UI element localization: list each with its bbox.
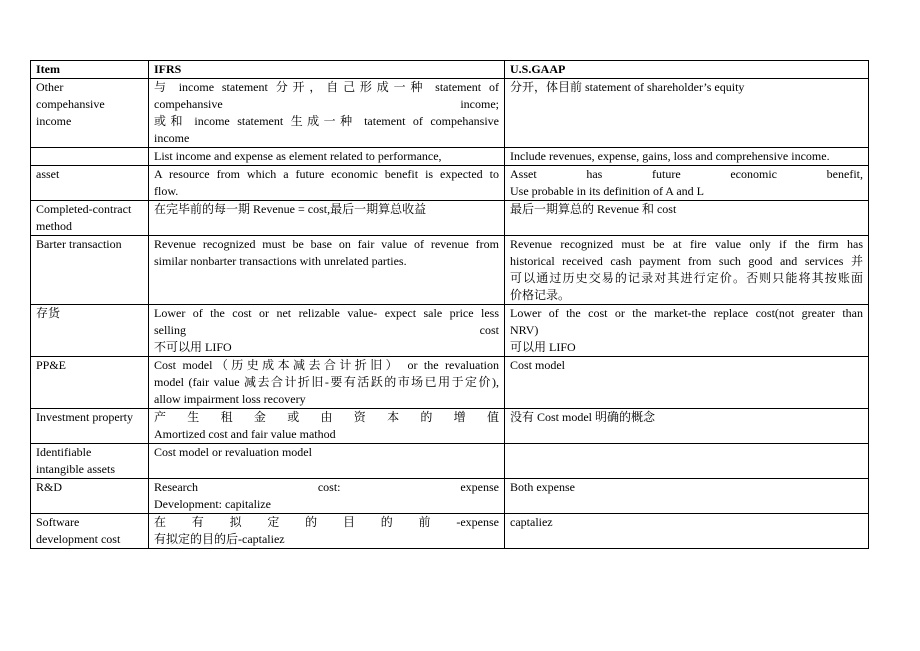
item-cell [31,79,149,148]
table-row [31,357,869,409]
cell-text-line: model (fair value 减去合计折旧-要有活跃的市场已用于定价), [154,375,499,389]
cell-text-line: income [154,131,190,145]
item-cell [31,148,149,166]
cell-text-line: NRV) [510,323,539,337]
ifrs-cell [149,79,505,148]
table-row [31,148,869,166]
cell-text-line: Investment property [36,410,133,424]
gaap-cell [505,444,869,479]
ifrs-cell [149,444,505,479]
cell-text-line: compehansive income; [154,97,499,111]
header-item: Item [31,61,149,79]
cell-text-line: R&D [36,480,63,494]
header-ifrs: IFRS [149,61,505,79]
item-cell [31,166,149,201]
ifrs-cell [149,236,505,305]
item-cell [31,444,149,479]
cell-text-line: Software [36,515,80,529]
cell-text-line: 可以通过历史交易的记录对其进行定价。否则只能将其按账面 [510,271,863,285]
ifrs-cell [149,148,505,166]
cell-text-line: Use probable in its definition of A and L [510,184,704,198]
cell-text-line: historical received cash payment from such good and services 并 [510,254,863,268]
item-cell [31,479,149,514]
gaap-cell [505,479,869,514]
cell-text-line: intangible assets [36,462,115,476]
comparison-table [30,60,869,549]
table-row [31,514,869,549]
ifrs-cell [149,166,505,201]
gaap-cell [505,409,869,444]
cell-text-line: Research cost: expense [154,480,499,494]
table-row [31,236,869,305]
cell-text-line: income [36,114,72,128]
item-cell [31,357,149,409]
cell-text-line: Amortized cost and fair value mathod [154,427,336,441]
ifrs-cell [149,514,505,549]
table-row [31,479,869,514]
cell-text-line: Barter transaction [36,237,122,251]
cell-text-line: similar nonbarter transactions with unrelated parties. [154,254,407,268]
cell-text-line: 存货 [36,306,61,320]
header-gaap: U.S.GAAP [505,61,869,79]
cell-text-line: development cost [36,532,121,546]
table-row [31,444,869,479]
cell-text-line: List income and expense as element related to performance, [154,149,442,163]
cell-text-line: flow. [154,184,179,198]
cell-text-line: allow impairment loss recovery [154,392,306,406]
gaap-cell [505,148,869,166]
cell-text-line: 有拟定的目的后-captaliez [154,532,285,546]
cell-text-line: 可以用 LIFO [510,340,576,354]
item-cell [31,201,149,236]
cell-text-line: Asset has future economic benefit, [510,167,863,181]
cell-text-line: Other [36,80,64,94]
ifrs-cell [149,409,505,444]
cell-text-line: 与 income statement 分开，自己形成一种 statement of [154,80,499,94]
ifrs-cell [149,357,505,409]
table-row [31,201,869,236]
cell-text-line: Completed-contract [36,202,132,216]
cell-text-line: Lower of the cost or net relizable value- expect sale price less [154,306,499,320]
header-row [31,61,869,79]
cell-text-line: Cost model [510,358,566,372]
item-cell [31,514,149,549]
cell-text-line: Revenue recognized must be base on fair value of revenue from [154,237,499,251]
table-row [31,166,869,201]
gaap-cell [505,236,869,305]
cell-text-line: PP&E [36,358,67,372]
cell-text-line: 产生租金或由资本的增值 [154,410,499,424]
cell-text-line: 不可以用 LIFO [154,340,232,354]
cell-text-line: 在完毕前的每一期 Revenue = cost,最后一期算总收益 [154,202,427,216]
cell-text-line: 在有拟定的目的前-expense [154,515,499,529]
cell-text-line: Identifiable [36,445,92,459]
cell-text-line: Cost model or revaluation model [154,445,312,459]
cell-text-line: Lower of the cost or the market-the replace cost(not greater than [510,306,863,320]
table-row [31,305,869,357]
gaap-cell [505,514,869,549]
gaap-cell [505,357,869,409]
item-cell [31,409,149,444]
cell-text-line: method [36,219,72,233]
cell-text-line: Both expense [510,480,575,494]
ifrs-cell [149,479,505,514]
cell-text-line: 或和 income statement 生成一种 tatement of compehansive [154,114,499,128]
ifrs-cell [149,305,505,357]
gaap-cell [505,201,869,236]
cell-text-line: Cost model（历史成本减去合计折旧） or the revaluation [154,358,499,372]
ifrs-cell [149,201,505,236]
cell-text-line: Development: capitalize [154,497,271,511]
table-row [31,79,869,148]
table-row [31,409,869,444]
cell-text-line: compehansive [36,97,105,111]
gaap-cell [505,305,869,357]
cell-text-line: Revenue recognized must be at fire value only if the firm has [510,237,863,251]
cell-text-line: captaliez [510,515,553,529]
gaap-cell [505,79,869,148]
gaap-cell [505,166,869,201]
cell-text-line: 价格记录。 [510,288,571,302]
cell-text-line: 分开，体目前 statement of shareholder’s equity [510,80,745,94]
cell-text-line: selling cost [154,323,499,337]
cell-text-line: 最后一期算总的 Revenue 和 cost [510,202,677,216]
cell-text-line: A resource from which a future economic benefit is expected to [154,167,499,181]
cell-text-line: 没有 Cost model 明确的概念 [510,410,656,424]
cell-text-line: Include revenues, expense, gains, loss and comprehensive income. [510,149,830,163]
cell-text-line: asset [36,167,60,181]
item-cell [31,236,149,305]
item-cell [31,305,149,357]
table-body [31,79,869,549]
